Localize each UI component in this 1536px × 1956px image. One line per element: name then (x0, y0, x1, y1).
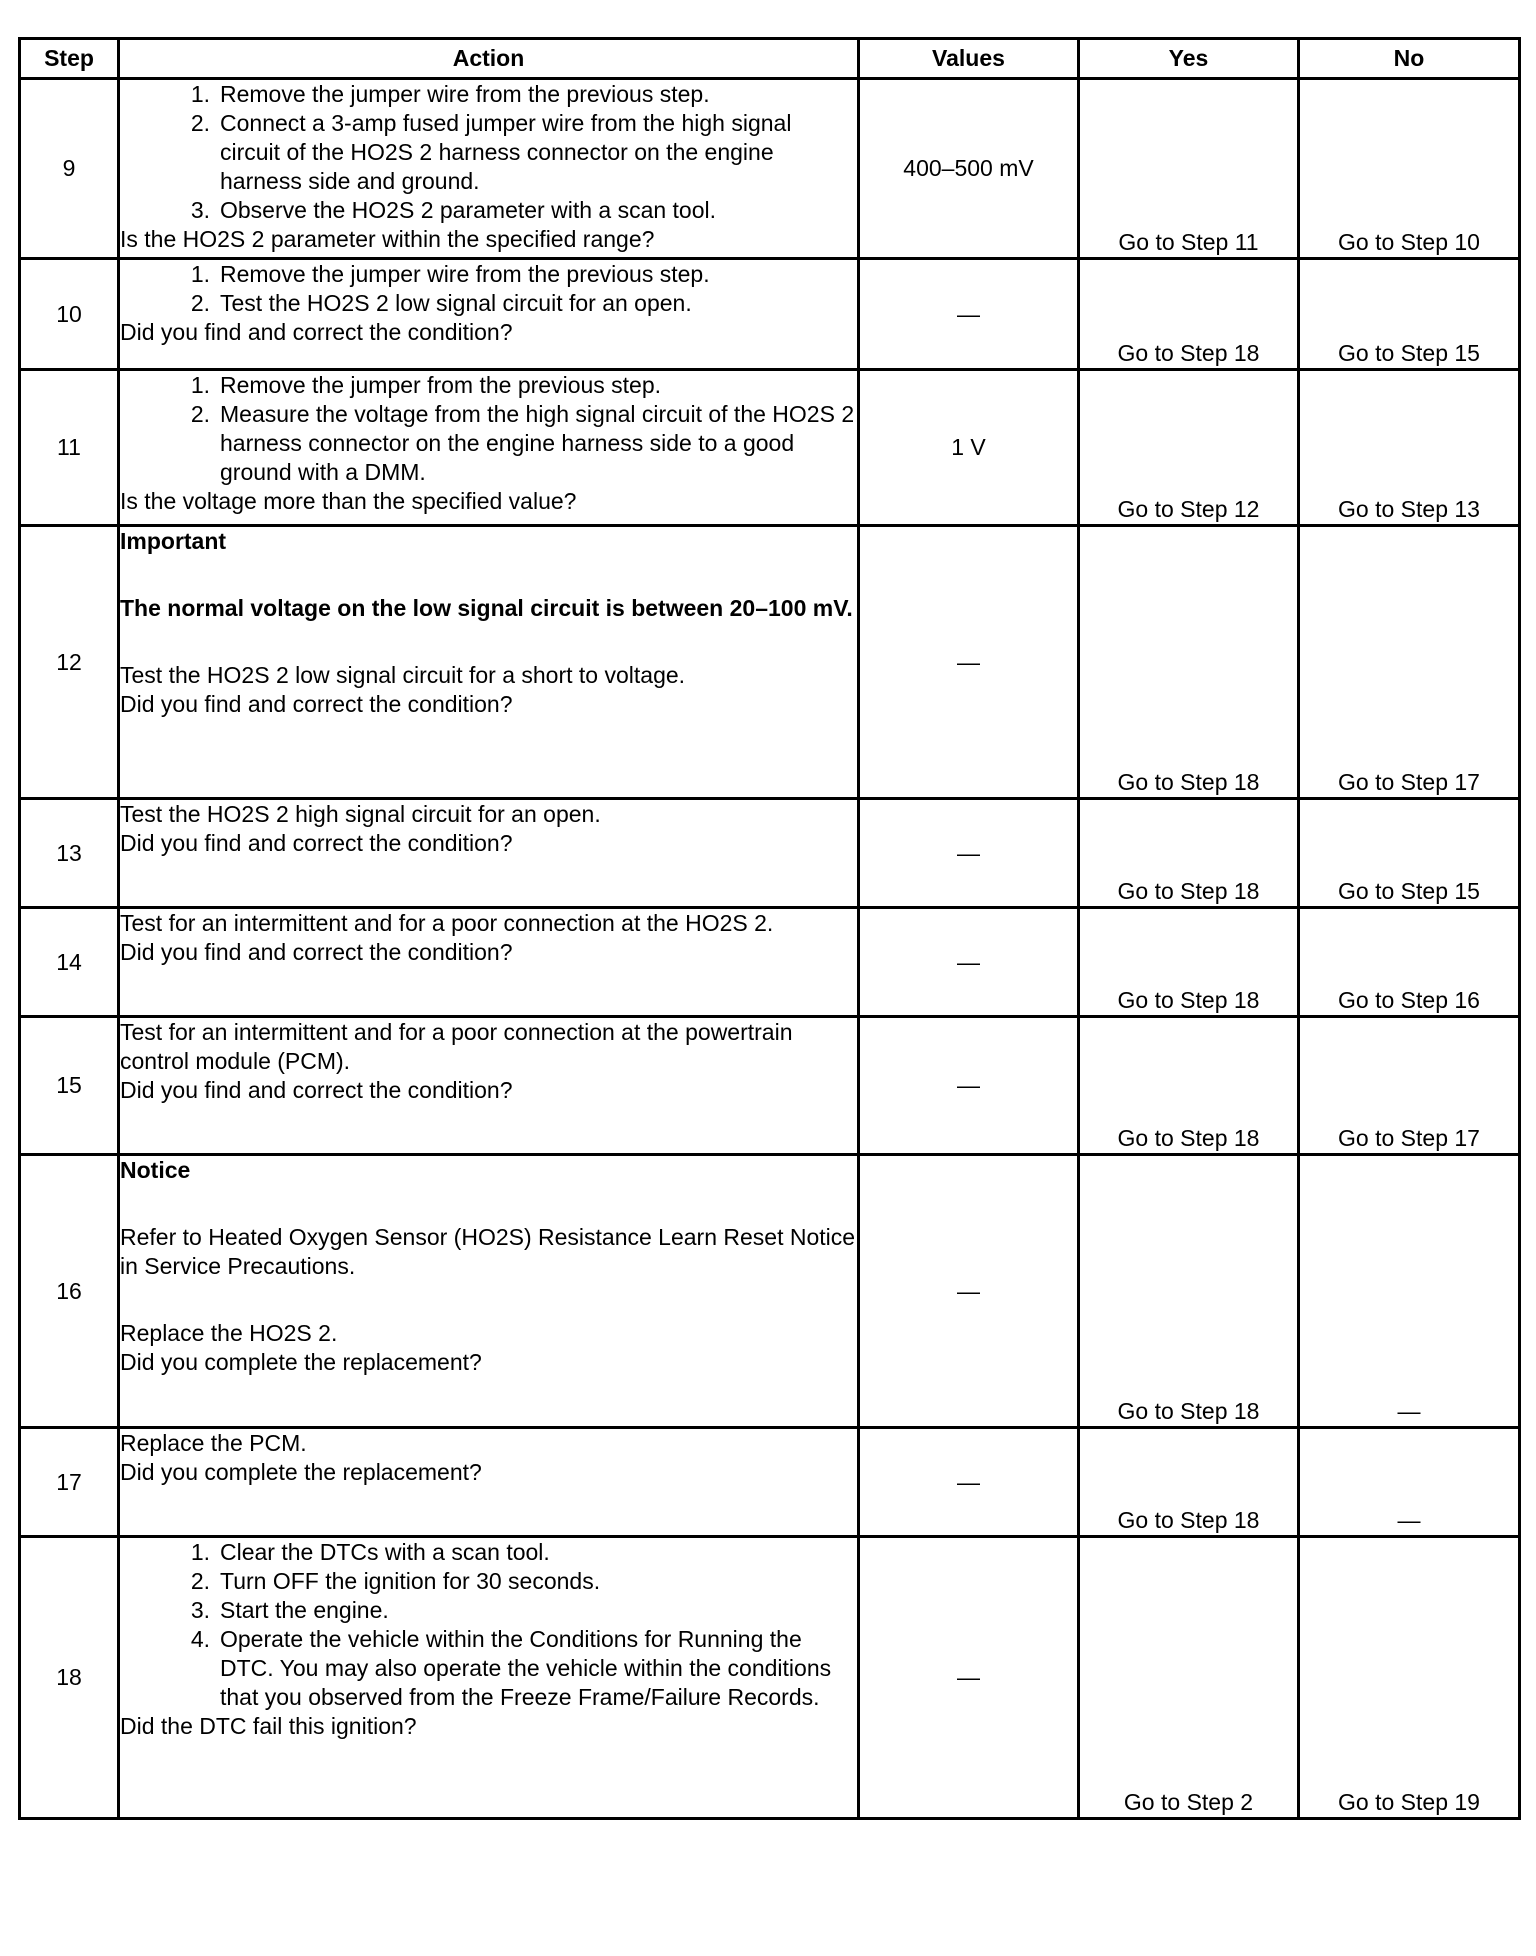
yes-cell: Go to Step 18 (1079, 1428, 1299, 1537)
no-cell: — (1299, 1155, 1520, 1428)
yes-cell: Go to Step 18 (1079, 526, 1299, 799)
action-question: Did the DTC fail this ignition? (120, 1713, 417, 1739)
action-cell (119, 1537, 859, 1819)
no-cell: Go to Step 17 (1299, 526, 1520, 799)
no-cell: — (1299, 1428, 1520, 1537)
step-number: 13 (20, 799, 119, 908)
action-cell (119, 908, 859, 1017)
yes-cell: Go to Step 2 (1079, 1537, 1299, 1819)
header-action: Action (119, 39, 859, 79)
step-number: 17 (20, 1428, 119, 1537)
action-question: Did you complete the replacement? (120, 1459, 482, 1485)
list-item: 3. Start the engine. (190, 1597, 389, 1623)
step-number: 14 (20, 908, 119, 1017)
no-cell: Go to Step 19 (1299, 1537, 1520, 1819)
action-list (120, 80, 857, 225)
values-cell: — (859, 1155, 1079, 1428)
no-cell: Go to Step 15 (1299, 799, 1520, 908)
action-cell (119, 1155, 859, 1428)
no-cell: Go to Step 13 (1299, 370, 1520, 526)
values-cell: — (859, 799, 1079, 908)
list-item: 2. Connect a 3-amp fused jumper wire from the high signal circuit of the HO2S 2 harness connector on the engine harness side and ground. (190, 110, 792, 194)
action-text: Test the HO2S 2 low signal circuit for a short to voltage. (120, 662, 686, 688)
list-item: 4. Operate the vehicle within the Conditions for Running the DTC. You may also operate the vehicle within the conditions that you observed from the Freeze Frame/Failure Records. (190, 1626, 832, 1710)
table-row (20, 259, 1520, 370)
step-number: 18 (20, 1537, 119, 1819)
header-no: No (1299, 39, 1520, 79)
yes-cell: Go to Step 18 (1079, 908, 1299, 1017)
yes-cell: Go to Step 12 (1079, 370, 1299, 526)
action-cell (119, 79, 859, 259)
step-number: 9 (20, 79, 119, 259)
action-text: Test for an intermittent and for a poor connection at the HO2S 2. (120, 910, 774, 936)
step-number: 16 (20, 1155, 119, 1428)
table-row (20, 79, 1520, 259)
action-text: Replace the HO2S 2. (120, 1320, 338, 1346)
action-question: Did you find and correct the condition? (120, 1077, 513, 1103)
table-row (20, 908, 1520, 1017)
no-cell: Go to Step 16 (1299, 908, 1520, 1017)
list-item: 2. Turn OFF the ignition for 30 seconds. (190, 1568, 601, 1594)
values-cell: — (859, 1537, 1079, 1819)
notice-text: Refer to Heated Oxygen Sensor (HO2S) Resistance Learn Reset Notice in Service Precautions. (120, 1224, 856, 1279)
step-number: 10 (20, 259, 119, 370)
table-row (20, 526, 1520, 799)
no-cell: Go to Step 15 (1299, 259, 1520, 370)
values-cell: — (859, 259, 1079, 370)
action-text: Test the HO2S 2 high signal circuit for an open. (120, 801, 601, 827)
yes-cell: Go to Step 11 (1079, 79, 1299, 259)
list-item: 3. Observe the HO2S 2 parameter with a scan tool. (190, 197, 717, 223)
header-step: Step (20, 39, 119, 79)
action-cell (119, 259, 859, 370)
action-text: Test for an intermittent and for a poor connection at the powertrain control module (PCM). (120, 1019, 793, 1074)
action-question: Is the voltage more than the specified value? (120, 488, 577, 514)
values-cell: — (859, 908, 1079, 1017)
table-row (20, 1017, 1520, 1155)
action-cell (119, 1428, 859, 1537)
values-cell: — (859, 1017, 1079, 1155)
list-item: 1. Remove the jumper wire from the previous step. (190, 261, 710, 287)
header-values: Values (859, 39, 1079, 79)
values-cell: — (859, 526, 1079, 799)
list-item: 1. Remove the jumper wire from the previous step. (190, 81, 710, 107)
list-item: 2. Test the HO2S 2 low signal circuit for an open. (190, 290, 692, 316)
action-cell (119, 526, 859, 799)
action-text: Replace the PCM. (120, 1430, 307, 1456)
header-row (20, 39, 1520, 79)
important-text: The normal voltage on the low signal circuit is between 20–100 mV. (120, 595, 853, 621)
action-question: Did you find and correct the condition? (120, 691, 513, 717)
table-row (20, 799, 1520, 908)
table-row (20, 1155, 1520, 1428)
action-cell (119, 1017, 859, 1155)
table-row (20, 1537, 1520, 1819)
values-cell: 1 V (859, 370, 1079, 526)
yes-cell: Go to Step 18 (1079, 1155, 1299, 1428)
yes-cell: Go to Step 18 (1079, 1017, 1299, 1155)
diagnostic-table-container (18, 37, 1521, 1820)
action-cell (119, 370, 859, 526)
action-question: Did you find and correct the condition? (120, 939, 513, 965)
list-item: 1. Remove the jumper from the previous step. (190, 372, 662, 398)
no-cell: Go to Step 17 (1299, 1017, 1520, 1155)
action-question: Is the HO2S 2 parameter within the specified range? (120, 226, 655, 252)
important-heading: Important (120, 528, 227, 554)
action-list (120, 260, 857, 318)
action-cell (119, 799, 859, 908)
action-question: Did you find and correct the condition? (120, 319, 513, 345)
step-number: 12 (20, 526, 119, 799)
yes-cell: Go to Step 18 (1079, 799, 1299, 908)
diagnostic-table (18, 37, 1521, 1820)
no-cell: Go to Step 10 (1299, 79, 1520, 259)
step-number: 15 (20, 1017, 119, 1155)
table-row (20, 1428, 1520, 1537)
header-yes: Yes (1079, 39, 1299, 79)
step-number: 11 (20, 370, 119, 526)
notice-heading: Notice (120, 1157, 191, 1183)
values-cell: 400–500 mV (859, 79, 1079, 259)
action-list (120, 371, 857, 487)
action-question: Did you find and correct the condition? (120, 830, 513, 856)
list-item: 1. Clear the DTCs with a scan tool. (190, 1539, 550, 1565)
table-row (20, 370, 1520, 526)
values-cell: — (859, 1428, 1079, 1537)
yes-cell: Go to Step 18 (1079, 259, 1299, 370)
list-item: 2. Measure the voltage from the high signal circuit of the HO2S 2 harness connector on the engine harness side to a good ground with a DMM. (190, 401, 855, 485)
action-list (120, 1538, 857, 1712)
action-question: Did you complete the replacement? (120, 1349, 482, 1375)
